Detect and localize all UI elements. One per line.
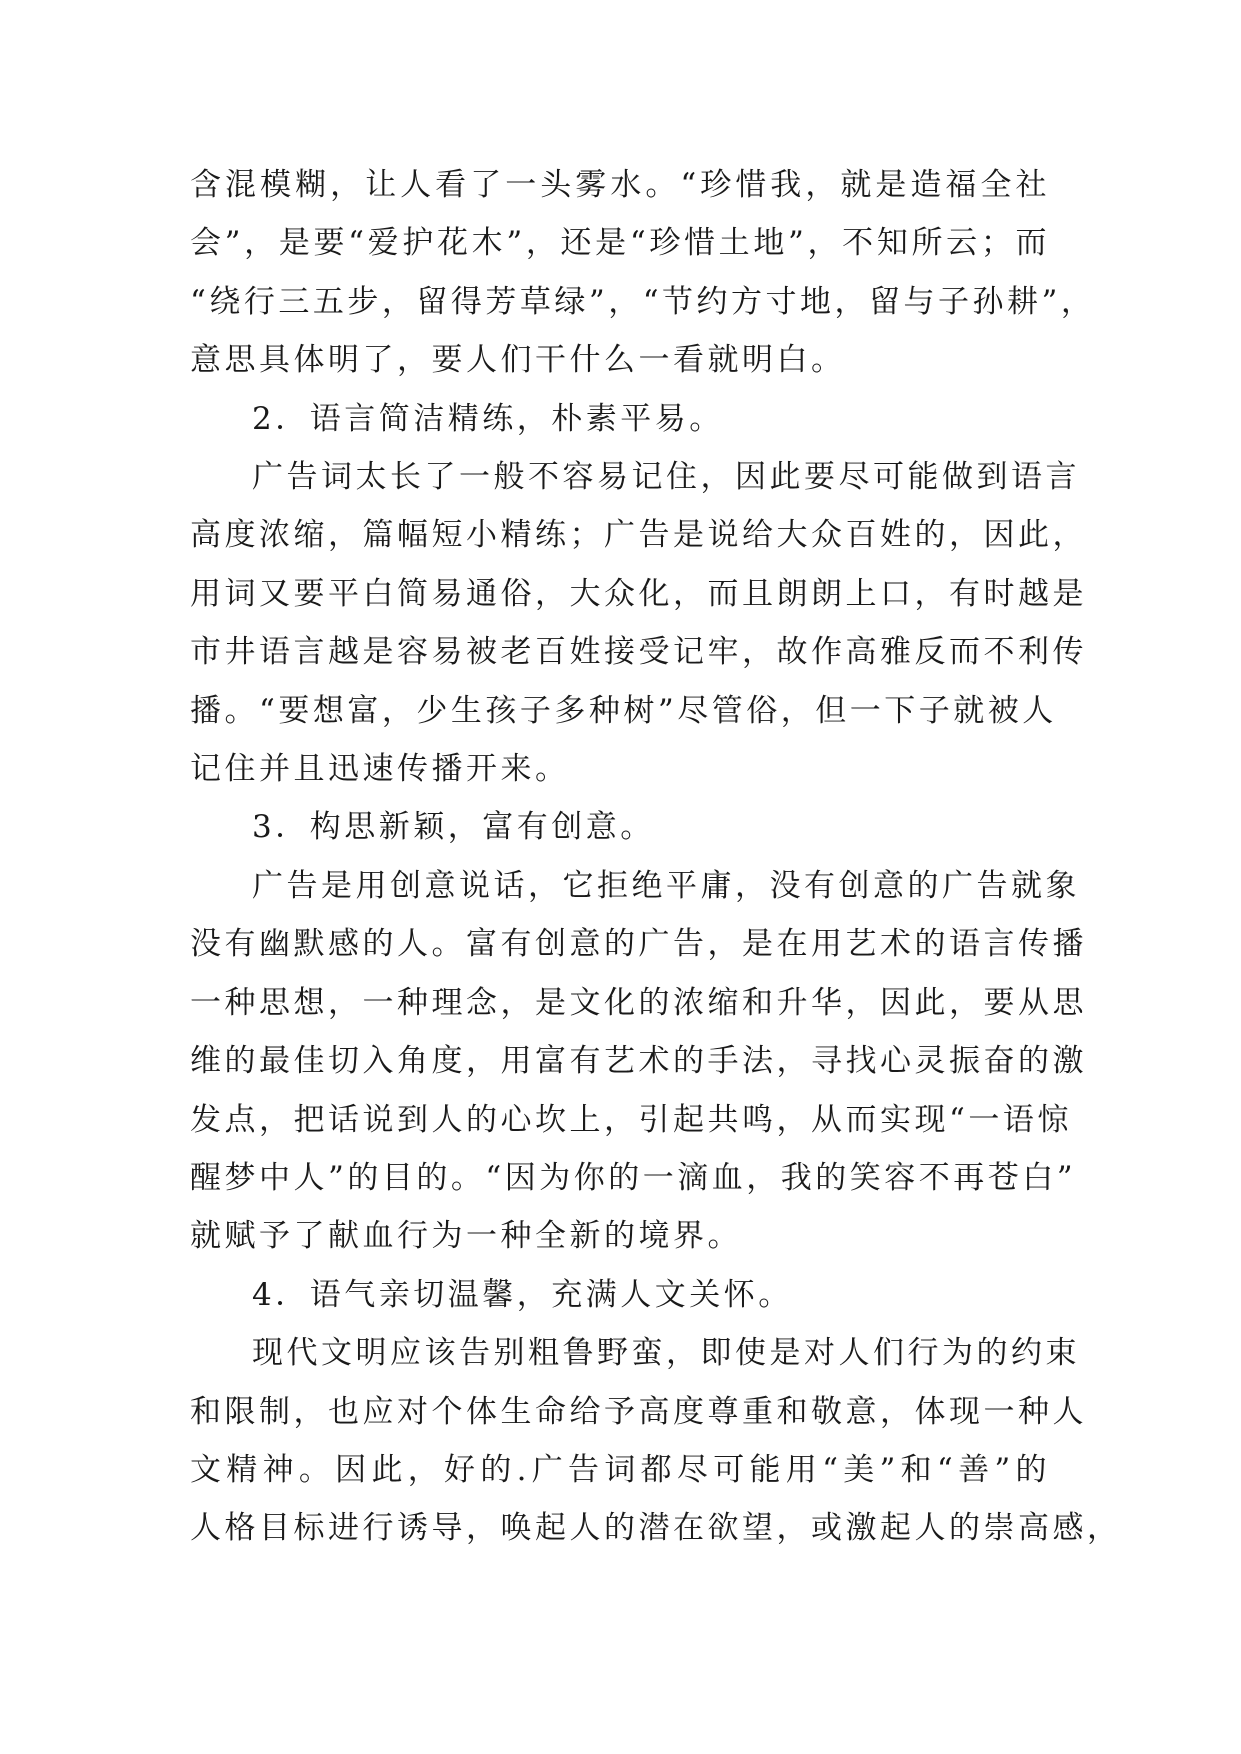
- text-line: 就赋予了献血行为一种全新的境界。: [190, 1218, 742, 1255]
- text-line: 广告词太长了一般不容易记住，因此要尽可能做到语言: [252, 459, 1080, 496]
- text-line: 广告是用创意说话，它拒绝平庸，没有创意的广告就象: [252, 867, 1080, 904]
- section-heading-2: 2．语言简洁精练，朴素平易。: [252, 400, 724, 437]
- text-line: 文精神。因此，好的.广告词都尽可能用“美”和“善”的: [190, 1451, 1050, 1488]
- text-line: 人格目标进行诱导，唤起人的潜在欲望，或激起人的崇高感，: [190, 1510, 1122, 1547]
- text-line: 和限制，也应对个体生命给予高度尊重和敬意，体现一种人: [190, 1393, 1087, 1430]
- text-line: 含混模糊，让人看了一头雾水。“珍惜我，就是造福全社: [190, 167, 1050, 203]
- text-line: 市井语言越是容易被老百姓接受记牢，故作高雅反而不利传: [190, 634, 1087, 671]
- text-line: 现代文明应该告别粗鲁野蛮，即使是对人们行为的约束: [252, 1335, 1080, 1372]
- text-line: 一种思想，一种理念，是文化的浓缩和升华，因此，要从思: [190, 984, 1087, 1021]
- text-line: 发点，把话说到人的心坎上，引起共鸣，从而实现“一语惊: [190, 1101, 1072, 1138]
- text-line: 醒梦中人”的目的。“因为你的一滴血，我的笑容不再苍白”: [190, 1159, 1077, 1196]
- text-line: 没有幽默感的人。富有创意的广告，是在用艺术的语言传播: [190, 926, 1087, 963]
- text-line: 意思具体明了，要人们干什么一看就明白。: [190, 342, 846, 379]
- text-line: 维的最佳切入角度，用富有艺术的手法，寻找心灵振奋的激: [190, 1043, 1087, 1080]
- text-line: 记住并且迅速传播开来。: [190, 751, 570, 788]
- section-heading-4: 4．语气亲切温馨，充满人文关怀。: [252, 1276, 793, 1313]
- body-text: [190, 156, 1122, 1558]
- text-line: 用词又要平白简易通俗，大众化，而且朗朗上口，有时越是: [190, 575, 1087, 612]
- text-line: 播。“要想富，少生孩子多种树”尽管俗，但一下子就被人: [190, 692, 1057, 729]
- text-line: “绕行三五步，留得芳草绿”，“节约方寸地，留与子孙耕”，: [190, 283, 1096, 320]
- section-heading-3: 3．构思新颖，富有创意。: [252, 809, 655, 846]
- text-line: 会”，是要“爱护花木”，还是“珍惜土地”，不知所云；而: [190, 225, 1050, 262]
- text-line: 高度浓缩，篇幅短小精练；广告是说给大众百姓的，因此，: [190, 517, 1087, 554]
